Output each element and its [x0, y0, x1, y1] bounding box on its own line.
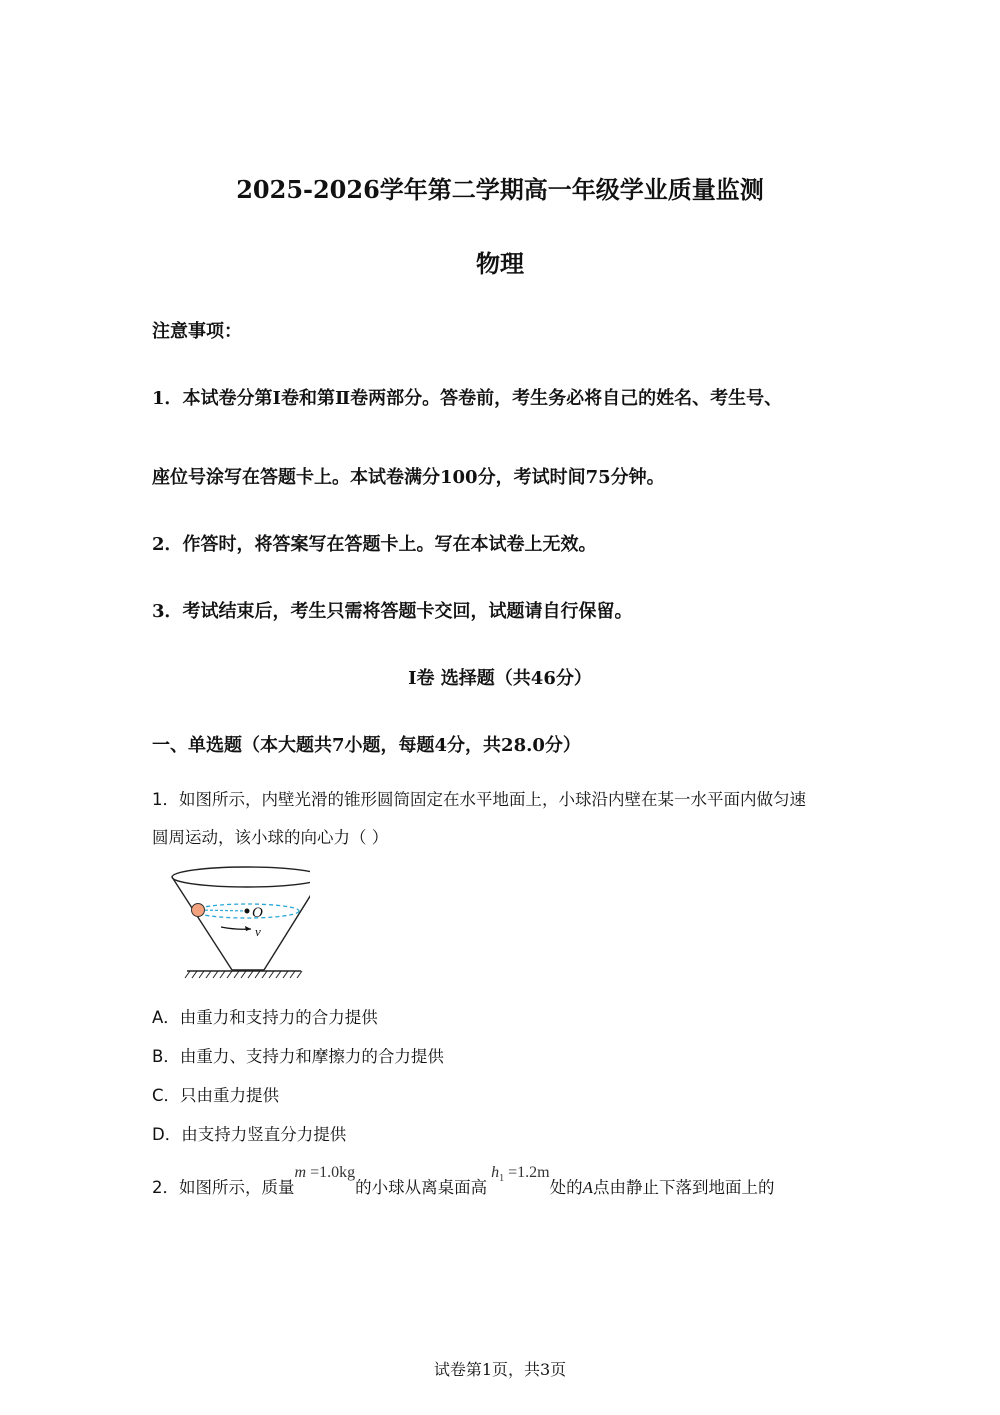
- subject-title: 物理: [476, 249, 524, 278]
- velocity-label: v: [255, 924, 261, 939]
- height-subscript: 1: [499, 1173, 505, 1185]
- section-title: 一、单选题（本大题共7小题，每题4分，共28.0分）: [152, 735, 581, 756]
- q2-stem-line-1: [152, 1158, 775, 1197]
- mass-variable: m: [294, 1164, 307, 1181]
- height-expression: [491, 1164, 550, 1185]
- notes-heading: 注意事项：: [152, 321, 242, 342]
- q2-text-2: 的小球从离桌面高: [355, 1178, 488, 1197]
- center-point: [245, 909, 250, 914]
- q2-text-3: 处的: [549, 1178, 583, 1197]
- note-item-3: 3．考试结束后，考生只需将答题卡交回，试题请自行保留。: [152, 601, 633, 622]
- exam-title: 2025-2026学年第二学期高一年级学业质量监测: [236, 175, 764, 204]
- ball: [192, 904, 205, 917]
- q1-stem-line-2: 圆周运动，该小球的向心力（ ）: [152, 828, 389, 847]
- velocity-arrow: [221, 926, 251, 931]
- q2-text-4: 点由静止下落到地面上的: [592, 1178, 775, 1197]
- radius-line: [200, 910, 247, 911]
- point-label: A: [582, 1178, 593, 1197]
- cone-figure: [160, 860, 310, 985]
- q1-stem-line-1: 1．如图所示，内壁光滑的锥形圆筒固定在水平地面上，小球沿内壁在某一水平面内做匀速: [152, 790, 806, 809]
- note-item-1-line-1: 1．本试卷分第Ⅰ卷和第Ⅱ卷两部分。答卷前，考生务必将自己的姓名、考生号、: [152, 388, 783, 409]
- q1-option-a: A．由重力和支持力的合力提供: [152, 1008, 378, 1027]
- ground-hatching: [185, 971, 302, 978]
- mass-expression: [295, 1164, 356, 1181]
- q1-option-c: C．只由重力提供: [152, 1086, 280, 1105]
- height-variable: h: [491, 1164, 500, 1181]
- page-footer: 试卷第1页，共3页: [433, 1360, 567, 1379]
- center-label: O: [252, 905, 263, 921]
- height-value: =1.2m: [504, 1164, 550, 1181]
- part-1-title: Ⅰ卷 选择题（共46分）: [408, 668, 592, 689]
- note-item-2: 2．作答时，将答案写在答题卡上。写在本试卷上无效。: [152, 534, 597, 555]
- mass-value: =1.0kg: [306, 1164, 356, 1181]
- note-item-1-line-2: 座位号涂写在答题卡上。本试卷满分100分，考试时间75分钟。: [152, 467, 665, 488]
- q2-text-1: 2．如图所示，质量: [152, 1178, 295, 1197]
- q1-option-b: B．由重力、支持力和摩擦力的合力提供: [152, 1047, 444, 1066]
- q1-option-d: D．由支持力竖直分力提供: [152, 1125, 347, 1144]
